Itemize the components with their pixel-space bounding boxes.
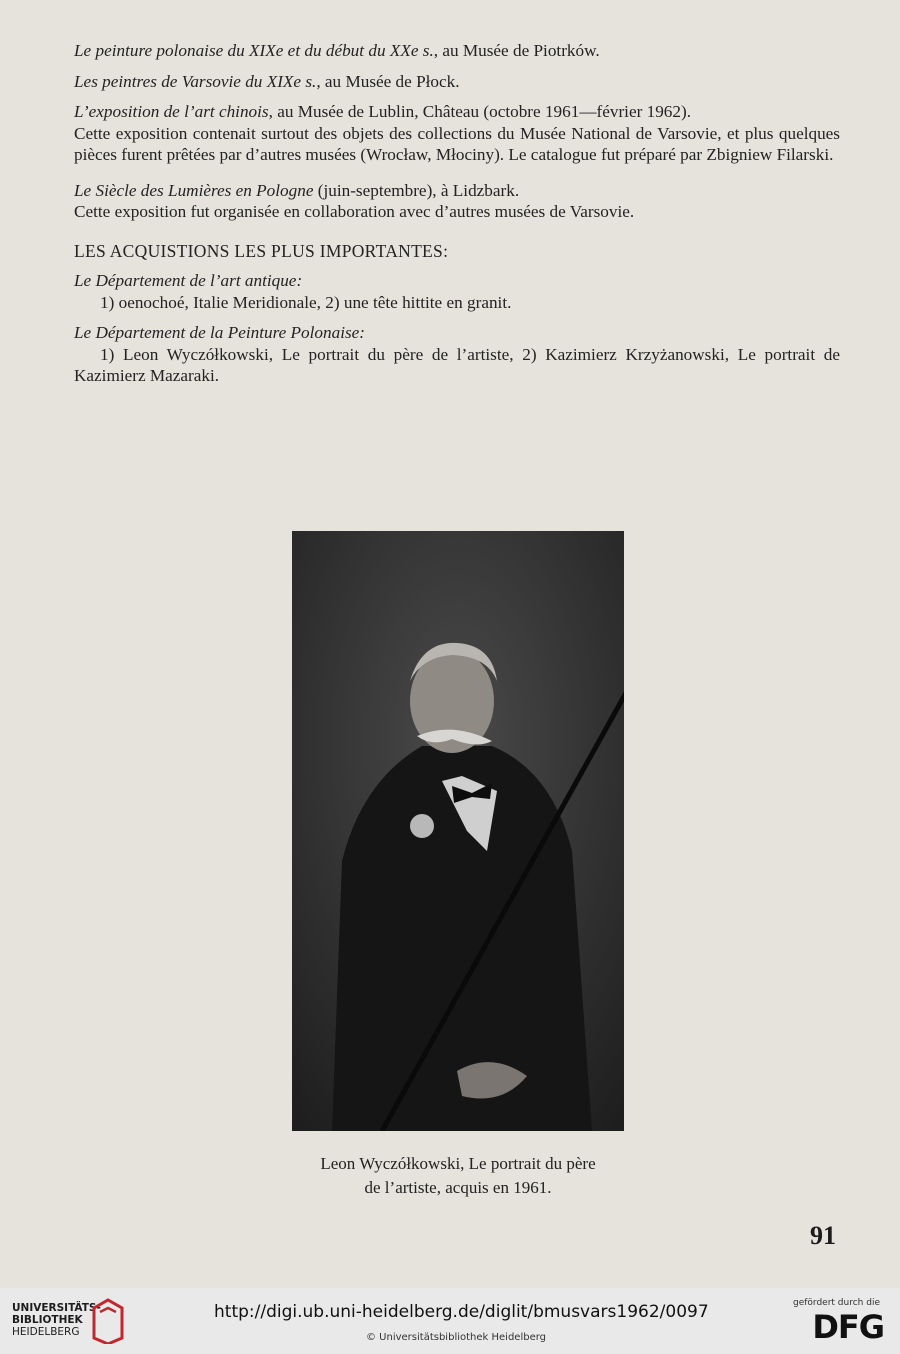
caption-line-1: Leon Wyczółkowski, Le portrait du père [320,1154,596,1173]
dfg-logo: DFG [812,1308,884,1346]
entry-piotrkow: Le peinture polonaise du XIXe et du début du XXe s., au Musée de Piotrków. [74,41,600,60]
funding-note: gefördert durch die [793,1298,880,1308]
department-antique: Le Département de l’art antique: [74,271,303,290]
entry-lidzbark-note: Cette exposition fut organisée en collaboration avec d’autres musées de Varsovie. [74,202,635,221]
department-painting: Le Département de la Peinture Polonaise: [74,323,366,342]
entry-lidzbark: Le Siècle des Lumières en Pologne (juin-septembre), à Lidzbark. [74,180,520,200]
department-antique-items: 1) oenochoé, Italie Meridionale, 2) une tête hittite en granit. [100,292,512,312]
library-logo-icon [90,1298,126,1344]
figure-caption [240,1152,676,1200]
copyright-notice: © Universitätsbibliothek Heidelberg [366,1332,547,1343]
caption-line-2: de l’artiste, acquis en 1961. [364,1178,552,1197]
portrait-photograph [292,531,624,1131]
page-number: 91 [810,1221,836,1250]
library-name: UNIVERSITÄTS- BIBLIOTHEK HEIDELBERG [12,1302,101,1338]
entry-lublin: L’exposition de l’art chinois, au Musée de Lublin, Château (octobre 1961—février 1962). [74,102,692,121]
department-painting-items: 1) Leon Wyczółkowski, Le portrait du père de l’artiste, 2) Kazimierz Krzyżanowski, Le portrait de Kazimierz Mazaraki. [74,344,840,385]
document-url-link[interactable]: http://digi.ub.uni-heidelberg.de/diglit/bmusvars1962/0097 [214,1302,709,1322]
section-heading: LES ACQUISTIONS LES PLUS IMPORTANTES: [74,240,449,261]
viewer-footer [0,1288,900,1354]
body-text [74,40,840,387]
entry-plock: Les peintres de Varsovie du XIXe s., au Musée de Płock. [74,71,460,91]
entry-lublin-note: Cette exposition contenait surtout des objets des collections du Musée National de Varsovie, et plus quelques pièces furent prêtées par d’autres musées (Wrocław, Młociny). Le catalogue fut préparé par Zbigniew Filarski. [74,123,840,164]
